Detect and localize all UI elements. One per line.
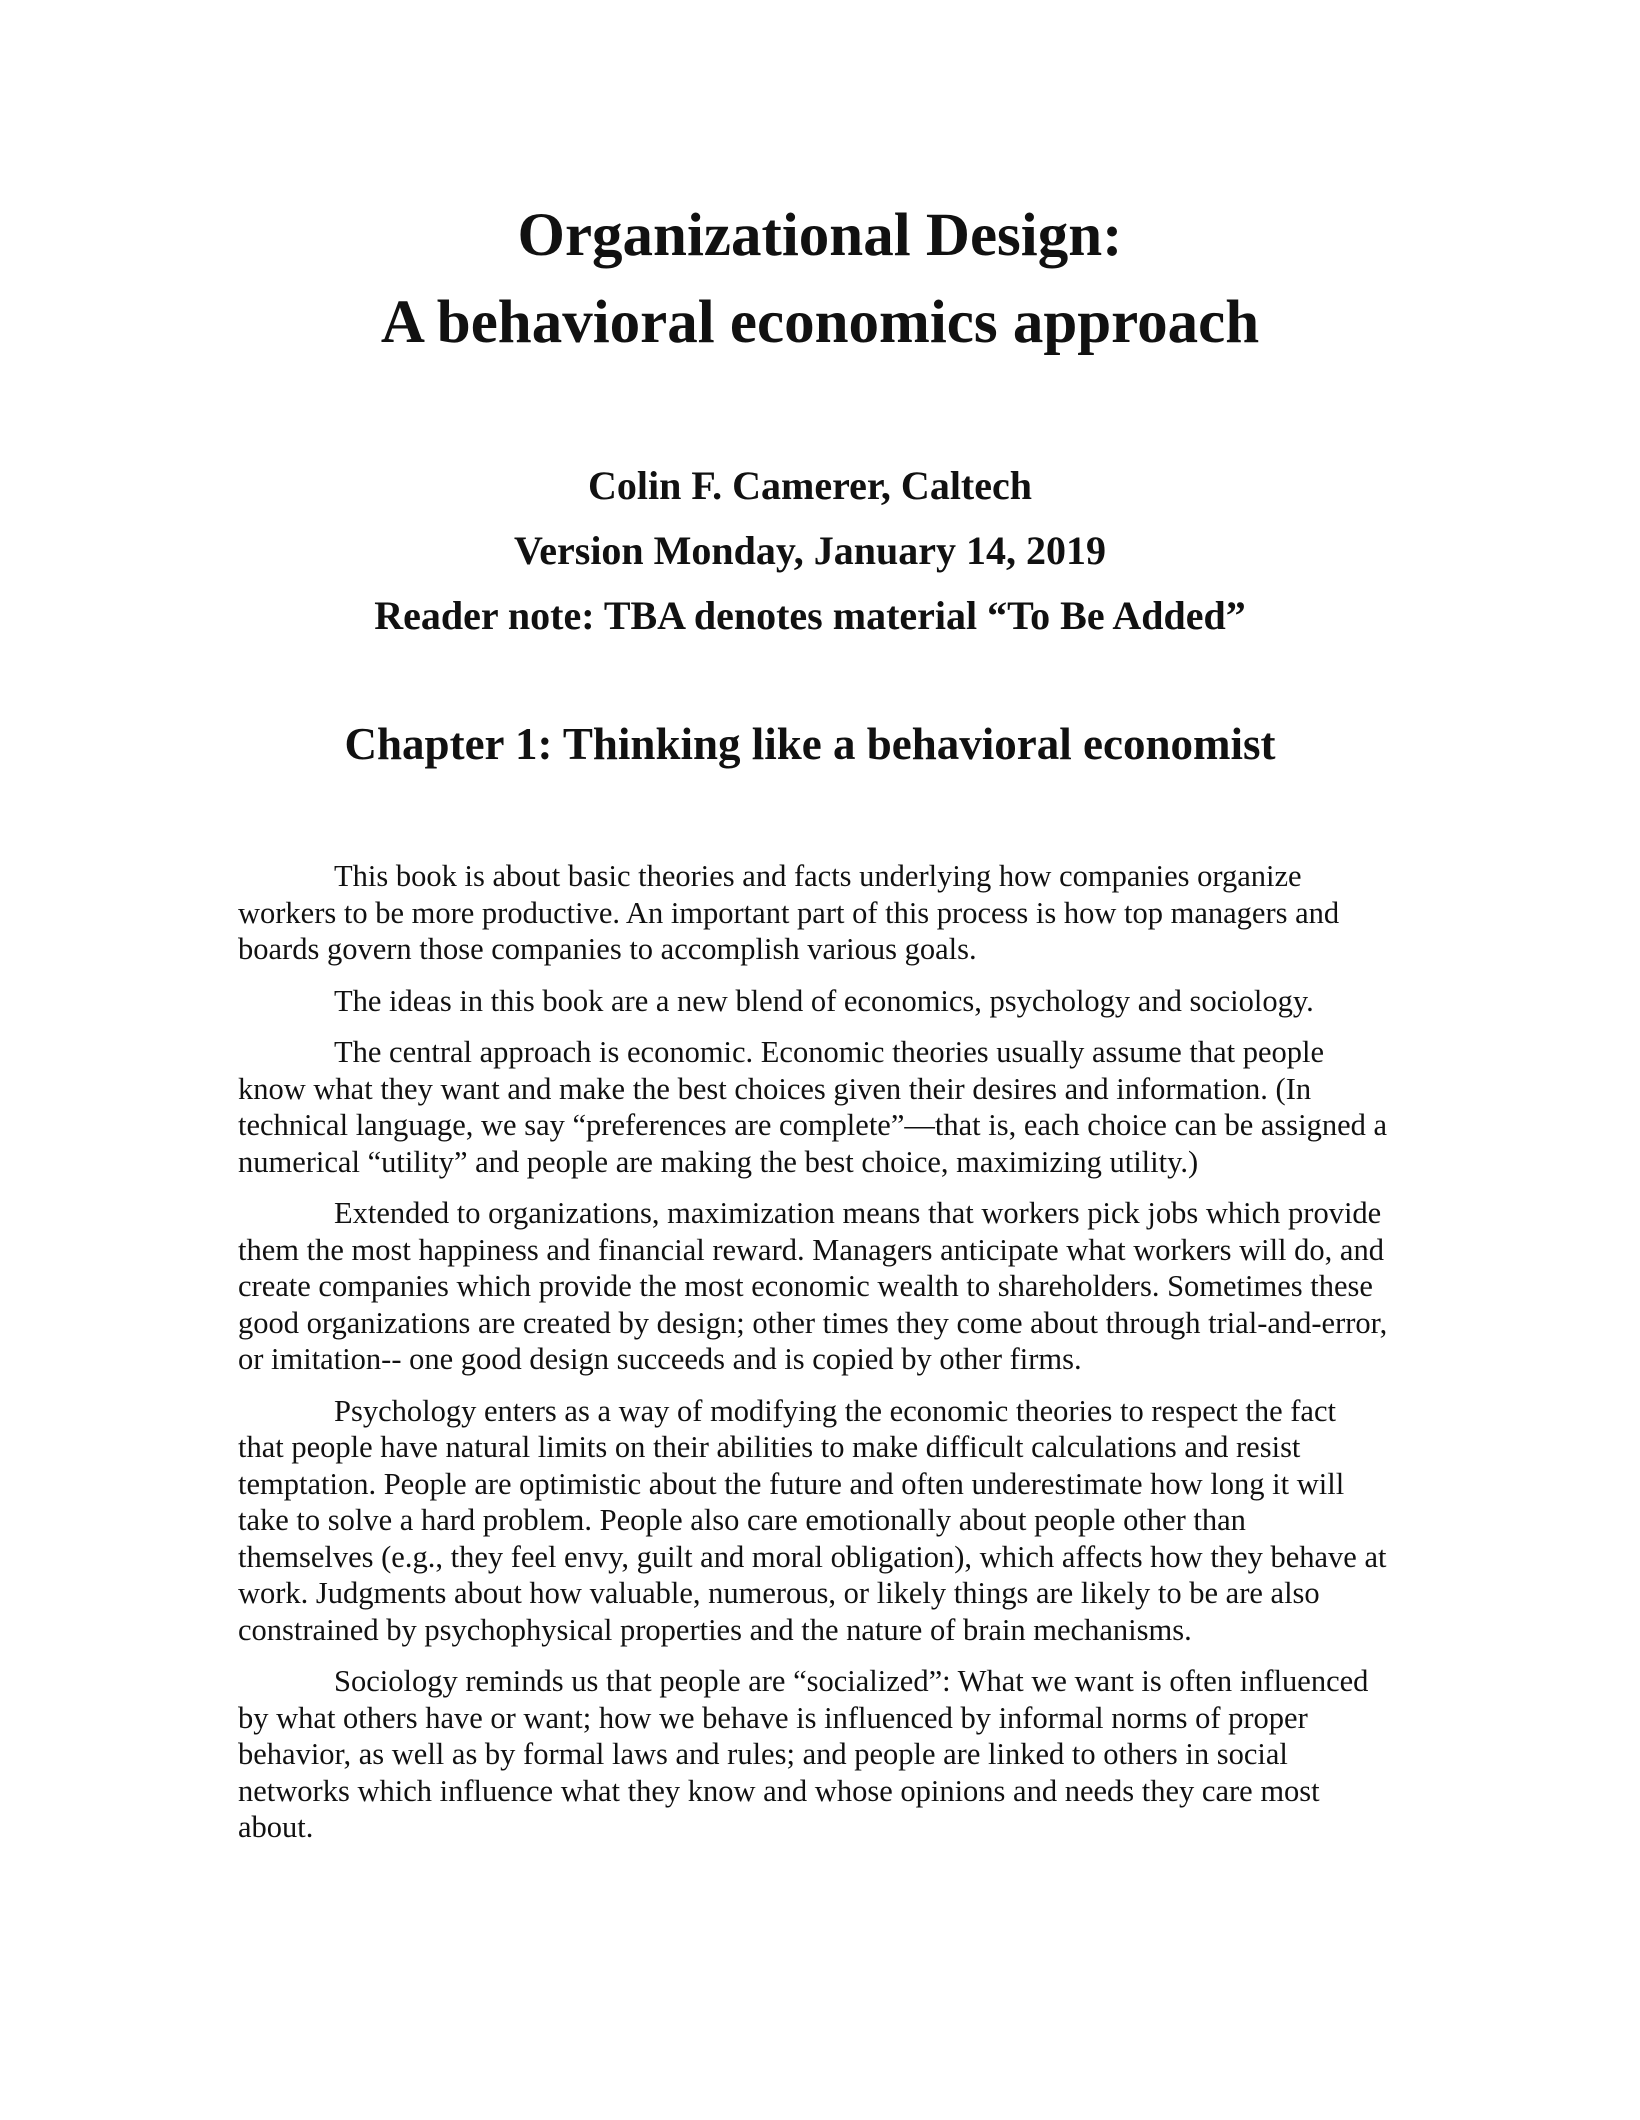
version-line: Version Monday, January 14, 2019	[514, 528, 1106, 573]
paragraph-blend: The ideas in this book are a new blend of economics, psychology and sociology.	[334, 983, 1314, 1018]
body-text	[238, 858, 1388, 1861]
chapter-heading: Chapter 1: Thinking like a behavioral economist	[344, 719, 1276, 769]
paragraph-organizations: Extended to organizations, maximization means that workers pick jobs which provide them the most happiness and financial reward. Managers anticipate what workers will do, and create companies which provide the most economic wealth to shareholders. Sometimes these good organizations are created by design; other times they come about through trial-and-error, or imitation-- one good design succeeds and is copied by other firms.	[238, 1196, 1388, 1376]
document-title	[0, 192, 1640, 366]
title-line-1: Organizational Design:	[517, 202, 1123, 269]
document-meta	[0, 453, 1620, 648]
paragraph-psychology: Psychology enters as a way of modifying the economic theories to respect the fact that people have natural limits on their abilities to make difficult calculations and resist temptation. People are optimistic about the future and often underestimate how long it will take to solve a hard problem. People also care emotionally about people other than themselves (e.g., they feel envy, guilt and moral obligation), which affects how they behave at work. Judgments about how valuable, numerous, or likely things are likely to be are also constrained by psychophysical properties and the nature of brain mechanisms.	[238, 1393, 1387, 1647]
paragraph-economic-approach: The central approach is economic. Economic theories usually assume that people know what they want and make the best choices given their desires and information. (In technical language, we say “preferences are complete”—that is, each choice can be assigned a numerical “utility” and people are making the best choice, maximizing utility.)	[238, 1035, 1388, 1179]
paragraph-intro: This book is about basic theories and facts underlying how companies organize workers to be more productive. An important part of this process is how top managers and boards govern those companies to accomplish various goals.	[238, 859, 1340, 966]
reader-note-line: Reader note: TBA denotes material “To Be Added”	[374, 593, 1246, 638]
title-line-2: A behavioral economics approach	[380, 289, 1260, 356]
author-line: Colin F. Camerer, Caltech	[587, 463, 1033, 508]
paragraph-sociology: Sociology reminds us that people are “socialized”: What we want is often influenced by what others have or want; how we behave is influenced by informal norms of proper behavior, as well as by formal laws and rules; and people are linked to others in social networks which influence what they know and whose opinions and needs they care most about.	[238, 1664, 1369, 1844]
